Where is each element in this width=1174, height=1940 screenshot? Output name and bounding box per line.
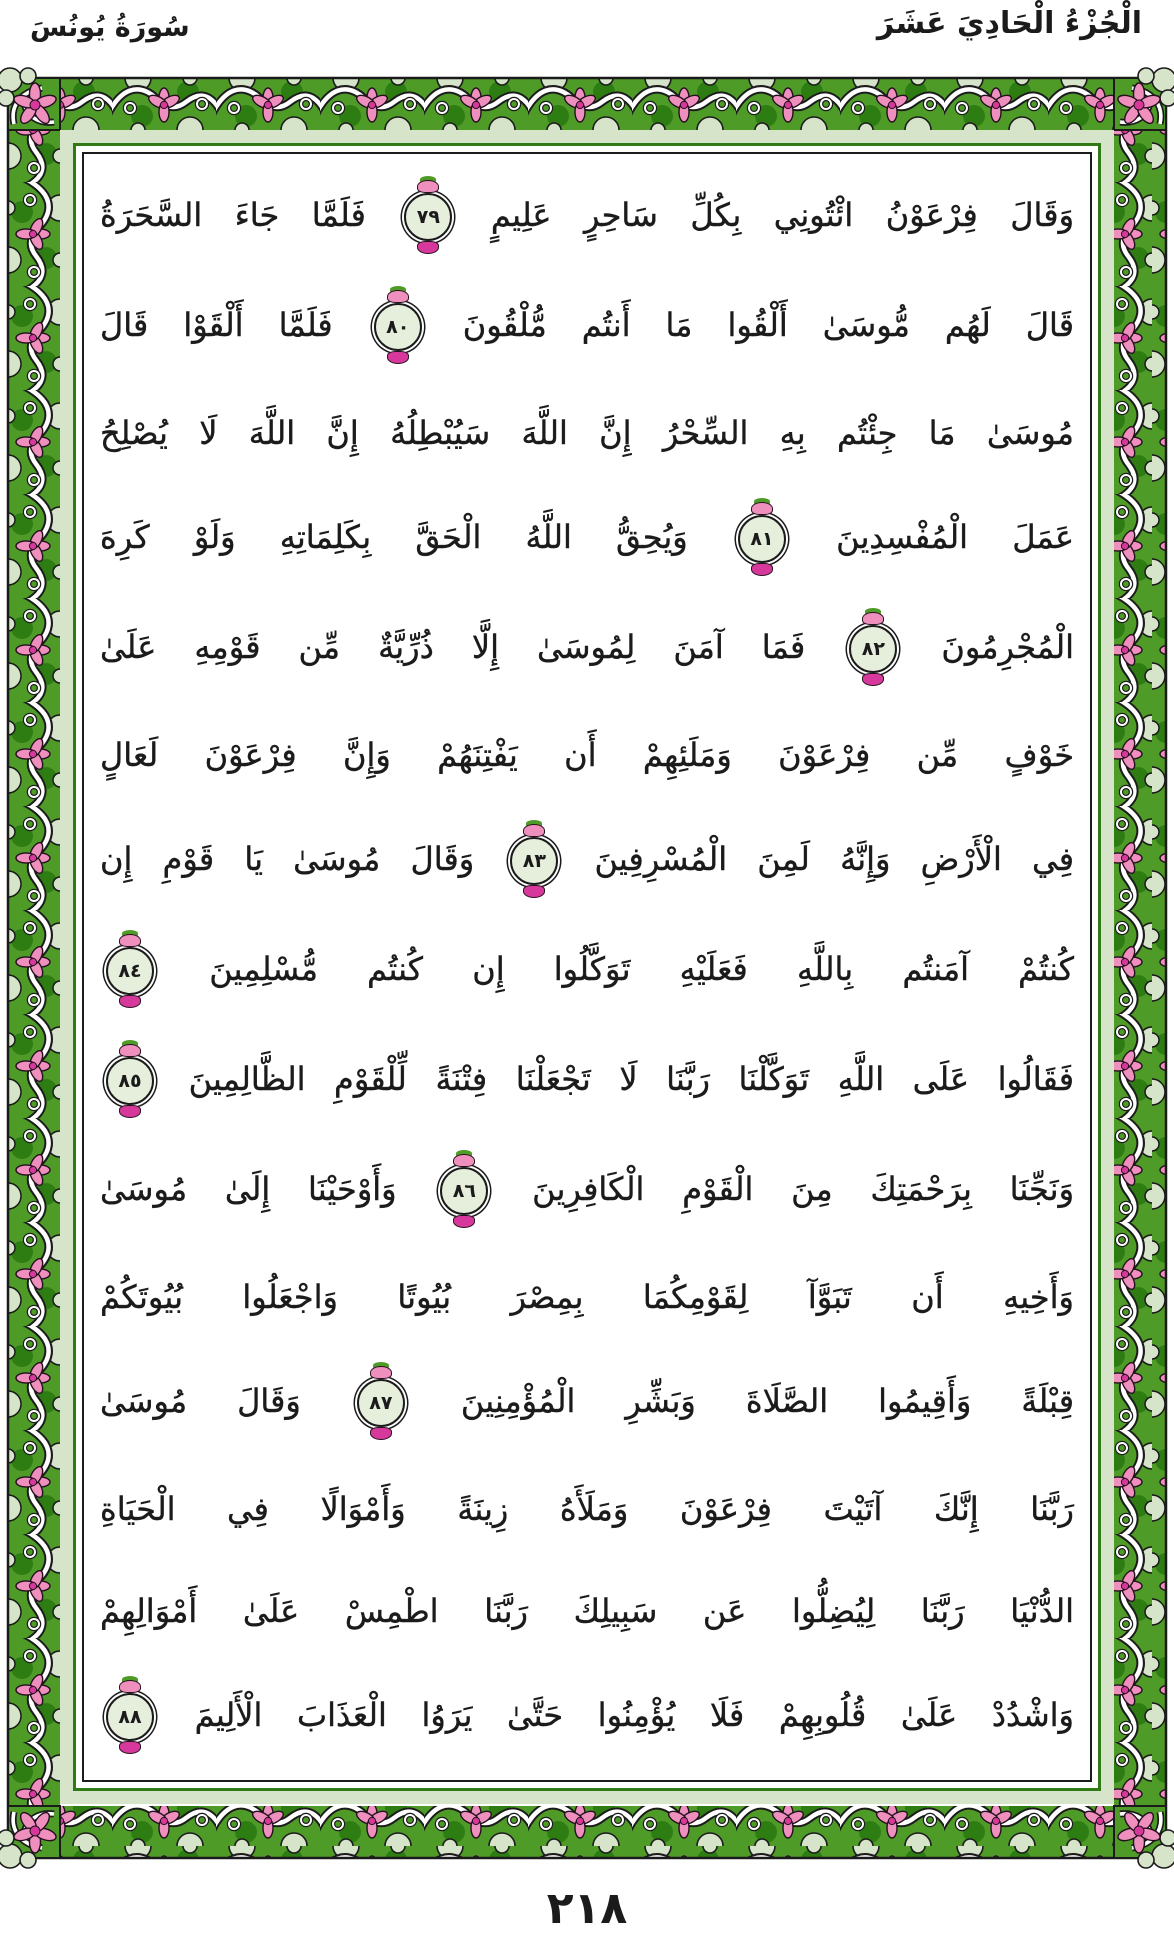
quran-line bbox=[100, 1591, 1074, 1631]
ayah-text: وَقَالَ فِرْعَوْنُ ائْتُونِي بِكُلِّ سَاحِرٍ عَلِيمٍ bbox=[490, 196, 1075, 234]
quran-line bbox=[100, 1693, 1074, 1741]
ayah-text: قَالَ لَهُم مُّوسَىٰ أَلْقُوا مَا أَنتُم مُّلْقُونَ bbox=[462, 306, 1075, 344]
ayah-text: خَوْفٍ مِّن فِرْعَوْنَ وَمَلَئِهِمْ أَن يَفْتِنَهُمْ وَإِنَّ فِرْعَوْنَ لَعَالٍ bbox=[100, 736, 1074, 774]
juz-header: الْجُزْءُ الْحَادِيَ عَشَرَ bbox=[876, 6, 1142, 41]
quran-line bbox=[100, 947, 1074, 995]
verse-number: ٨٦ bbox=[452, 1180, 476, 1202]
ayah-text: مُوسَىٰ مَا جِئْتُم بِهِ السِّحْرُ إِنَّ اللَّهَ سَيُبْطِلُهُ إِنَّ اللَّهَ لَا يُصْلِحُ bbox=[100, 414, 1074, 452]
quran-line bbox=[100, 735, 1074, 775]
quran-line bbox=[100, 1489, 1074, 1529]
verse-number: ٨٧ bbox=[369, 1392, 393, 1414]
verse-number: ٨٢ bbox=[861, 638, 885, 660]
ayah-text: عَمَلَ الْمُفْسِدِينَ bbox=[836, 518, 1075, 556]
surah-header: سُورَةُ يُونُسَ bbox=[30, 12, 190, 43]
quran-line bbox=[100, 193, 1074, 241]
verse-number: ٨٣ bbox=[522, 850, 546, 872]
verse-number: ٨٤ bbox=[118, 960, 142, 982]
quran-line bbox=[100, 1379, 1074, 1427]
ayah-text: وَنَجِّنَا بِرَحْمَتِكَ مِنَ الْقَوْمِ الْكَافِرِينَ bbox=[532, 1170, 1075, 1208]
verse-number-medallion bbox=[404, 193, 452, 241]
page-number: ٢١٨ bbox=[546, 1883, 628, 1934]
quran-line bbox=[100, 413, 1074, 453]
verse-number-medallion bbox=[357, 1379, 405, 1427]
ayah-text: فِي الْأَرْضِ وَإِنَّهُ لَمِنَ الْمُسْرِفِينَ bbox=[594, 840, 1075, 878]
ayah-text: وَأَخِيهِ أَن تَبَوَّآ لِقَوْمِكُمَا بِمِصْرَ بُيُوتًا وَاجْعَلُوا بُيُوتَكُمْ bbox=[100, 1278, 1074, 1316]
quran-line bbox=[100, 625, 1074, 673]
quran-line bbox=[100, 837, 1074, 885]
ayah-text: وَيُحِقُّ اللَّهُ الْحَقَّ بِكَلِمَاتِهِ وَلَوْ كَرِهَ bbox=[100, 518, 688, 556]
ayah-text: كُنتُمْ آمَنتُم بِاللَّهِ فَعَلَيْهِ تَوَكَّلُوا إِن كُنتُم مُّسْلِمِينَ bbox=[209, 950, 1074, 988]
quran-line bbox=[100, 303, 1074, 351]
ayah-text: قِبْلَةً وَأَقِيمُوا الصَّلَاةَ وَبَشِّرِ الْمُؤْمِنِينَ bbox=[460, 1382, 1075, 1420]
quran-line bbox=[100, 1057, 1074, 1105]
verse-number: ٨٥ bbox=[118, 1070, 142, 1092]
verse-number-medallion bbox=[440, 1167, 488, 1215]
quran-lines bbox=[84, 154, 1090, 1780]
ayah-text: وَقَالَ مُوسَىٰ bbox=[100, 1382, 301, 1420]
verse-number-medallion bbox=[106, 1693, 154, 1741]
ayah-text: فَمَا آمَنَ لِمُوسَىٰ إِلَّا ذُرِّيَّةٌ مِّن قَوْمِهِ عَلَىٰ bbox=[100, 628, 806, 666]
verse-number: ٨٨ bbox=[118, 1706, 142, 1728]
ayah-text: الدُّنْيَا رَبَّنَا لِيُضِلُّوا عَن سَبِيلِكَ رَبَّنَا اطْمِسْ عَلَىٰ أَمْوَالِهِمْ bbox=[100, 1592, 1074, 1630]
verse-number: ٨١ bbox=[750, 528, 774, 550]
verse-number-medallion bbox=[849, 625, 897, 673]
ayah-text: فَقَالُوا عَلَى اللَّهِ تَوَكَّلْنَا رَبَّنَا لَا تَجْعَلْنَا فِتْنَةً لِّلْقَوْمِ الظَّالِمِينَ bbox=[188, 1060, 1075, 1098]
verse-number-medallion bbox=[738, 515, 786, 563]
ayah-text: رَبَّنَا إِنَّكَ آتَيْتَ فِرْعَوْنَ وَمَلَأَهُ زِينَةً وَأَمْوَالًا فِي الْحَيَاةِ bbox=[100, 1490, 1074, 1528]
ayah-text: فَلَمَّا جَاءَ السَّحَرَةُ bbox=[100, 196, 366, 234]
ayah-text: وَقَالَ مُوسَىٰ يَا قَوْمِ إِن bbox=[100, 840, 475, 878]
verse-number-medallion bbox=[106, 1057, 154, 1105]
verse-number-medallion bbox=[510, 837, 558, 885]
verse-number: ٨٠ bbox=[386, 316, 410, 338]
ayah-text: وَاشْدُدْ عَلَىٰ قُلُوبِهِمْ فَلَا يُؤْمِنُوا حَتَّىٰ يَرَوُا الْعَذَابَ الْأَلِيمَ bbox=[194, 1696, 1075, 1734]
verse-number-medallion bbox=[106, 947, 154, 995]
verse-number-medallion bbox=[374, 303, 422, 351]
quran-line bbox=[100, 1167, 1074, 1215]
ayah-text: وَأَوْحَيْنَا إِلَىٰ مُوسَىٰ bbox=[100, 1170, 397, 1208]
quran-line bbox=[100, 515, 1074, 563]
ayah-text: الْمُجْرِمُونَ bbox=[941, 628, 1074, 666]
ayah-text: فَلَمَّا أَلْقَوْا قَالَ bbox=[100, 306, 333, 344]
text-panel bbox=[82, 152, 1092, 1782]
verse-number: ٧٩ bbox=[416, 206, 440, 228]
quran-line bbox=[100, 1277, 1074, 1317]
